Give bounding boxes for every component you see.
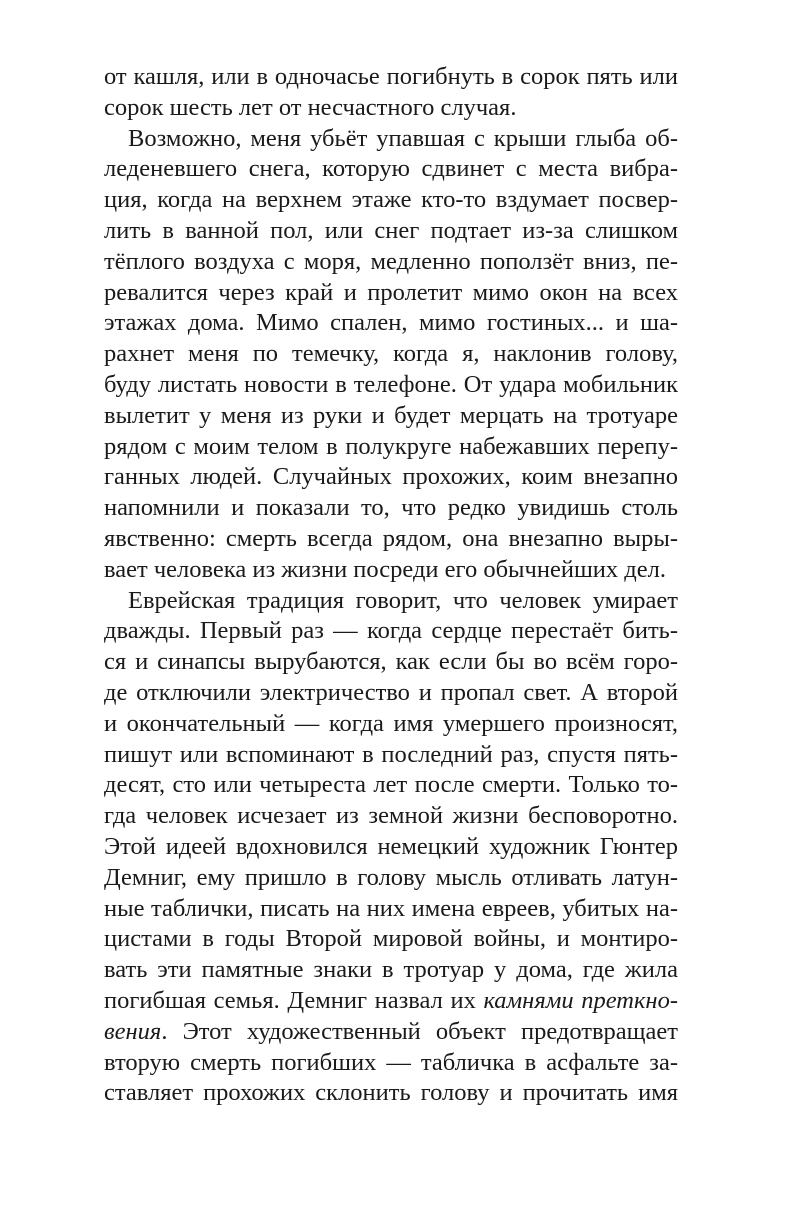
text-line-mixed [104,1017,678,1048]
text-segment: погибшая семья. Демниг назвал их [104,986,484,1014]
text-line: буду листать новости в телефоне. От удара мобильник [104,370,678,398]
paragraph-1 [104,62,678,124]
text-line: десят, сто или четыреста лет после смерти. Только то- [104,771,678,799]
text-line: вать эти памятные знаки в тротуар у дома, где жила [104,956,678,984]
paragraph-3 [104,586,678,1110]
italic-term-continued: вения [104,1017,162,1045]
text-line: Возможно, меня убьёт упавшая с крыши глыба об- [128,124,678,152]
text-segment: . Этот художественный объект предотвращает [161,1017,678,1045]
text-line: ся и синапсы вырубаются, как если бы во всём горо- [104,648,678,676]
text-line: тёплого воздуха с моря, медленно поползёт вниз, пе- [104,247,678,275]
text-line: вылетит у меня из руки и будет мерцать на тротуаре [104,401,678,429]
text-line: рахнет меня по темечку, когда я, наклонив голову, [104,340,678,368]
text-line: от кашля, или в одночасье погибнуть в сорок пять или [104,63,678,90]
text-line: Демниг, ему пришло в голову мысль отливать латун- [104,863,678,891]
text-line: вторую смерть погибших — табличка в асфальте за- [104,1048,678,1076]
book-page [104,62,678,1109]
text-line: гда человек исчезает из земной жизни бесповоротно. [104,802,678,830]
text-line: и окончательный — когда имя умершего произносят, [104,709,678,737]
text-line: леденевшего снега, которую сдвинет с места вибра- [104,155,678,183]
text-line: цистами в годы Второй мировой войны, и монтиро- [104,925,678,953]
text-line: лить в ванной пол, или снег подтает из-за слишком [104,216,678,244]
text-line: дважды. Первый раз — когда сердце перестаёт бить- [104,617,678,645]
text-line: Этой идеей вдохновился немецкий художник Гюнтер [104,832,678,860]
italic-term: камнями преткно- [483,986,678,1014]
text-line: ставляет прохожих склонить голову и прочитать имя [104,1079,678,1107]
text-line: ганных людей. Случайных прохожих, коим внезапно [104,463,678,491]
text-line: напомнили и показали то, что редко увидишь столь [104,494,678,522]
paragraph-2 [104,124,678,586]
text-line: пишут или вспоминают в последний раз, спустя пять- [104,740,678,768]
text-line: ревалится через край и пролетит мимо окон на всех [104,278,678,306]
text-line: Еврейская традиция говорит, что человек умирает [128,586,678,614]
text-line: явственно: смерть всегда рядом, она внезапно выры- [104,524,678,552]
text-line: ные таблички, писать на них имена евреев, убитых на- [104,894,678,922]
text-line: вает человека из жизни посреди его обычнейших дел. [104,555,666,583]
text-line-mixed [104,986,678,1017]
text-line: де отключили электричество и пропал свет. А второй [104,678,678,706]
text-line: этажах дома. Мимо спален, мимо гостиных... и ша- [104,309,678,337]
text-line: рядом с моим телом в полукруге набежавших перепу- [104,432,678,460]
text-line: ция, когда на верхнем этаже кто-то вздумает посвер- [104,186,678,214]
text-line: сорок шесть лет от несчастного случая. [104,93,517,121]
